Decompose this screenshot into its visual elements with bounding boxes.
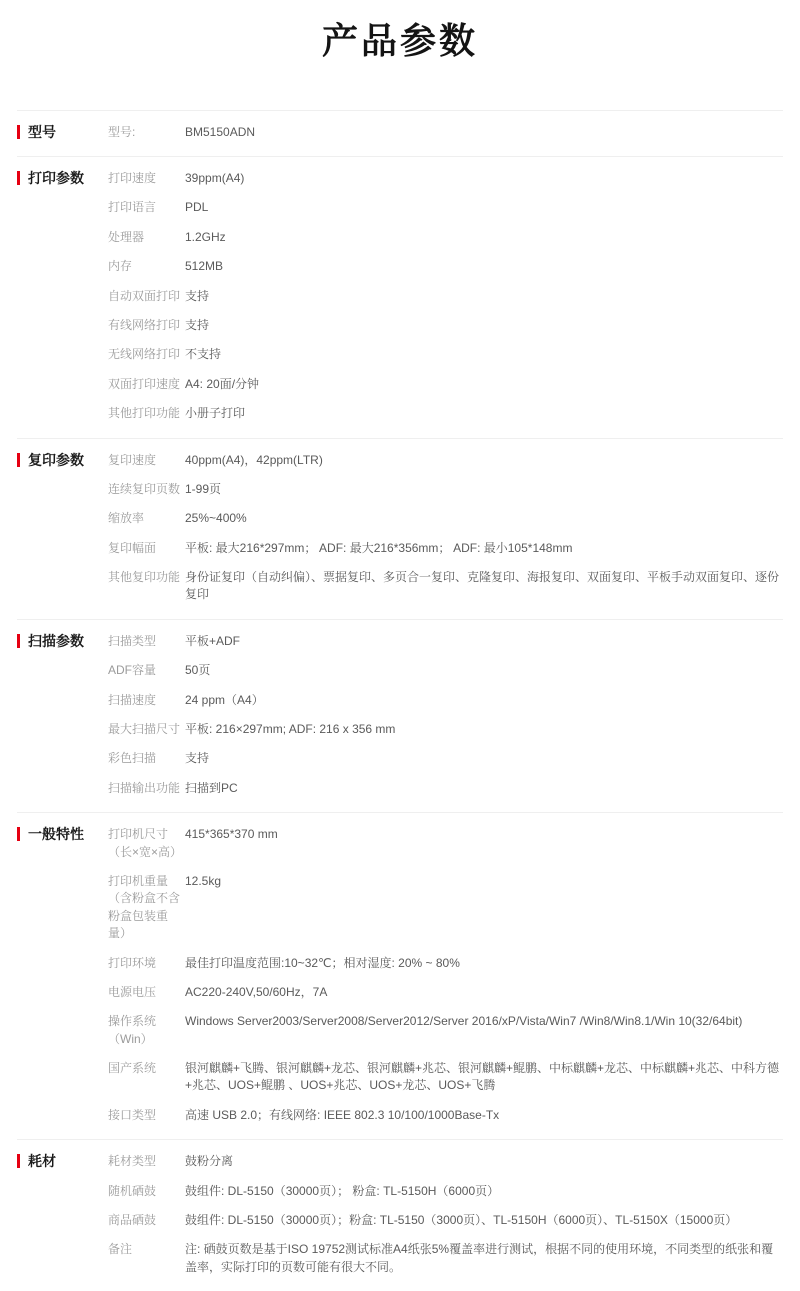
section-accent-bar: [17, 634, 20, 648]
spec-row: [108, 534, 783, 563]
spec-value: 平板: 最大216*297mm； ADF: 最大216*356mm； ADF: 最小105*148mm: [185, 540, 573, 555]
spec-value: A4: 20面/分钟: [185, 376, 260, 391]
section-rows: [108, 446, 783, 610]
spec-sections: [17, 110, 783, 1291]
spec-label: 接口类型: [108, 1107, 157, 1122]
section-title: 打印参数: [28, 169, 84, 186]
spec-value: 平板+ADF: [185, 633, 241, 648]
spec-value: 不支持: [185, 347, 222, 362]
spec-section: [17, 812, 783, 1139]
spec-value: Windows Server2003/Server2008/Server2012/Server 2016/xP/Vista/Win7 /Win8/Win8.1/Win 10(32/64bit): [185, 1014, 743, 1029]
section-rows: [108, 164, 783, 429]
section-rows: [108, 118, 783, 147]
spec-value: 1.2GHz: [185, 229, 226, 244]
spec-row: [108, 223, 783, 252]
spec-label: 复印速度: [108, 452, 157, 467]
spec-label: 打印环境: [108, 955, 157, 970]
section-title: 型号: [28, 123, 56, 140]
spec-value: 扫描到PC: [185, 780, 238, 795]
spec-row: [108, 370, 783, 399]
spec-value: 注: 硒鼓页数是基于ISO 19752测试标准A4纸张5%覆盖率进行测试，根据不同的使用环境，不同类型的纸张和覆盖率，实际打印的页数可能有很大不同。: [185, 1242, 774, 1274]
spec-value: 支持: [185, 751, 210, 766]
spec-row: [108, 446, 783, 475]
spec-row: [108, 1054, 783, 1101]
spec-value: 支持: [185, 317, 210, 332]
spec-value: 1-99页: [185, 481, 222, 496]
spec-value: 50页: [185, 663, 211, 678]
spec-row: [108, 774, 783, 803]
section-accent-bar: [17, 171, 20, 185]
spec-row: [108, 475, 783, 504]
spec-label: 商品硒鼓: [108, 1213, 157, 1228]
spec-label: 扫描速度: [108, 692, 157, 707]
spec-value: BM5150ADN: [185, 124, 256, 139]
spec-section: [17, 438, 783, 619]
spec-value: 银河麒麟+飞腾、银河麒麟+龙芯、银河麒麟+兆芯、银河麒麟+鲲鹏、中标麒麟+龙芯、中标麒麟+兆芯、中科方德+兆芯、UOS+鲲鹏 、UOS+兆芯、UOS+龙芯、UOS+飞腾: [185, 1061, 780, 1093]
spec-row: [108, 978, 783, 1007]
section-rows: [108, 820, 783, 1130]
spec-row: [108, 340, 783, 369]
spec-row: [108, 1206, 783, 1235]
spec-label: 有线网络打印: [108, 317, 181, 332]
spec-row: [108, 744, 783, 773]
section-rows: [108, 627, 783, 803]
spec-value: AC220-240V,50/60Hz，7A: [185, 984, 328, 999]
spec-label: 扫描类型: [108, 633, 157, 648]
section-title: 耗材: [28, 1153, 56, 1170]
section-title: 复印参数: [28, 451, 84, 468]
spec-label: 型号:: [108, 124, 136, 139]
spec-value: PDL: [185, 200, 209, 215]
spec-label: 最大扫描尺寸: [108, 722, 181, 737]
spec-row: [108, 820, 783, 867]
section-title: 一般特性: [28, 826, 84, 843]
section-rows: [108, 1147, 783, 1282]
spec-row: [108, 252, 783, 281]
spec-row: [108, 1235, 783, 1282]
page-header: [0, 0, 800, 61]
section-accent-bar: [17, 1154, 20, 1168]
spec-value: 支持: [185, 288, 210, 303]
spec-label: 复印幅面: [108, 540, 157, 555]
spec-content: [17, 110, 783, 1291]
spec-label: 缩放率: [108, 511, 145, 526]
spec-value: 415*365*370 mm: [185, 827, 278, 842]
spec-value: 鼓组件: DL-5150（30000页）； 粉盒: TL-5150H（6000页）: [185, 1183, 500, 1198]
spec-row: [108, 1147, 783, 1176]
spec-row: [108, 193, 783, 222]
spec-label: 打印机重量（含粉盒不含粉盒包装重量）: [108, 873, 181, 941]
spec-value: 24 ppm（A4）: [185, 692, 264, 707]
spec-row: [108, 504, 783, 533]
spec-label: 打印速度: [108, 170, 157, 185]
spec-value: 最佳打印温度范围:10~32℃；相对湿度: 20% ~ 80%: [185, 955, 460, 970]
spec-row: [108, 1007, 783, 1054]
spec-label: 电源电压: [108, 984, 157, 999]
spec-row: [108, 627, 783, 656]
spec-label: 备注: [108, 1242, 133, 1257]
spec-section: [17, 619, 783, 812]
spec-row: [108, 715, 783, 744]
spec-label: 打印机尺寸（长×宽×高）: [108, 827, 183, 859]
spec-value: 小册子打印: [185, 406, 246, 421]
section-header: [17, 118, 108, 140]
page-title: 产品参数: [321, 20, 478, 61]
spec-row: [108, 118, 783, 147]
spec-label: 处理器: [108, 229, 145, 244]
spec-section: [17, 156, 783, 438]
spec-value: 25%~400%: [185, 511, 247, 526]
spec-label: 无线网络打印: [108, 347, 181, 362]
spec-label: 彩色扫描: [108, 751, 157, 766]
spec-value: 高速 USB 2.0；有线网络: IEEE 802.3 10/100/1000Base-Tx: [185, 1107, 500, 1122]
spec-value: 鼓组件: DL-5150（30000页）；粉盒: TL-5150（3000页）、TL-5150H（6000页）、TL-5150X（15000页）: [185, 1213, 738, 1228]
spec-row: [108, 399, 783, 428]
spec-label: 打印语言: [108, 200, 157, 215]
section-header: [17, 1147, 108, 1169]
spec-row: [108, 311, 783, 340]
section-accent-bar: [17, 453, 20, 467]
spec-row: [108, 949, 783, 978]
spec-label: 随机硒鼓: [108, 1183, 157, 1198]
spec-row: [108, 563, 783, 610]
spec-section: [17, 110, 783, 156]
spec-value: 鼓粉分离: [185, 1154, 234, 1169]
spec-row: [108, 282, 783, 311]
section-accent-bar: [17, 827, 20, 841]
spec-label: 扫描输出功能: [108, 780, 181, 795]
section-title: 扫描参数: [28, 632, 84, 649]
section-header: [17, 164, 108, 186]
spec-value: 平板: 216×297mm; ADF: 216 x 356 mm: [185, 722, 396, 737]
section-header: [17, 446, 108, 468]
spec-value: 39ppm(A4): [185, 170, 245, 185]
spec-label: 国产系统: [108, 1061, 157, 1076]
section-header: [17, 820, 108, 842]
spec-label: 双面打印速度: [108, 376, 181, 391]
spec-label: 内存: [108, 259, 133, 274]
spec-label: 其他打印功能: [108, 406, 181, 421]
spec-label: ADF容量: [108, 663, 157, 678]
spec-value: 40ppm(A4)，42ppm(LTR): [185, 452, 323, 467]
spec-section: [17, 1139, 783, 1291]
spec-label: 操作系统（Win）: [108, 1014, 157, 1046]
spec-label: 耗材类型: [108, 1154, 157, 1169]
spec-label: 自动双面打印: [108, 288, 181, 303]
spec-value: 身份证复印（自动纠偏）、票据复印、多页合一复印、克隆复印、海报复印、双面复印、平板手动双面复印、逐份复印: [185, 570, 780, 602]
spec-row: [108, 686, 783, 715]
spec-value: 512MB: [185, 259, 224, 274]
spec-row: [108, 1177, 783, 1206]
spec-value: 12.5kg: [185, 873, 222, 888]
section-accent-bar: [17, 125, 20, 139]
spec-row: [108, 867, 783, 949]
spec-label: 其他复印功能: [108, 570, 181, 585]
spec-row: [108, 656, 783, 685]
section-header: [17, 627, 108, 649]
spec-label: 连续复印页数: [108, 481, 181, 496]
spec-row: [108, 164, 783, 193]
spec-row: [108, 1101, 783, 1130]
